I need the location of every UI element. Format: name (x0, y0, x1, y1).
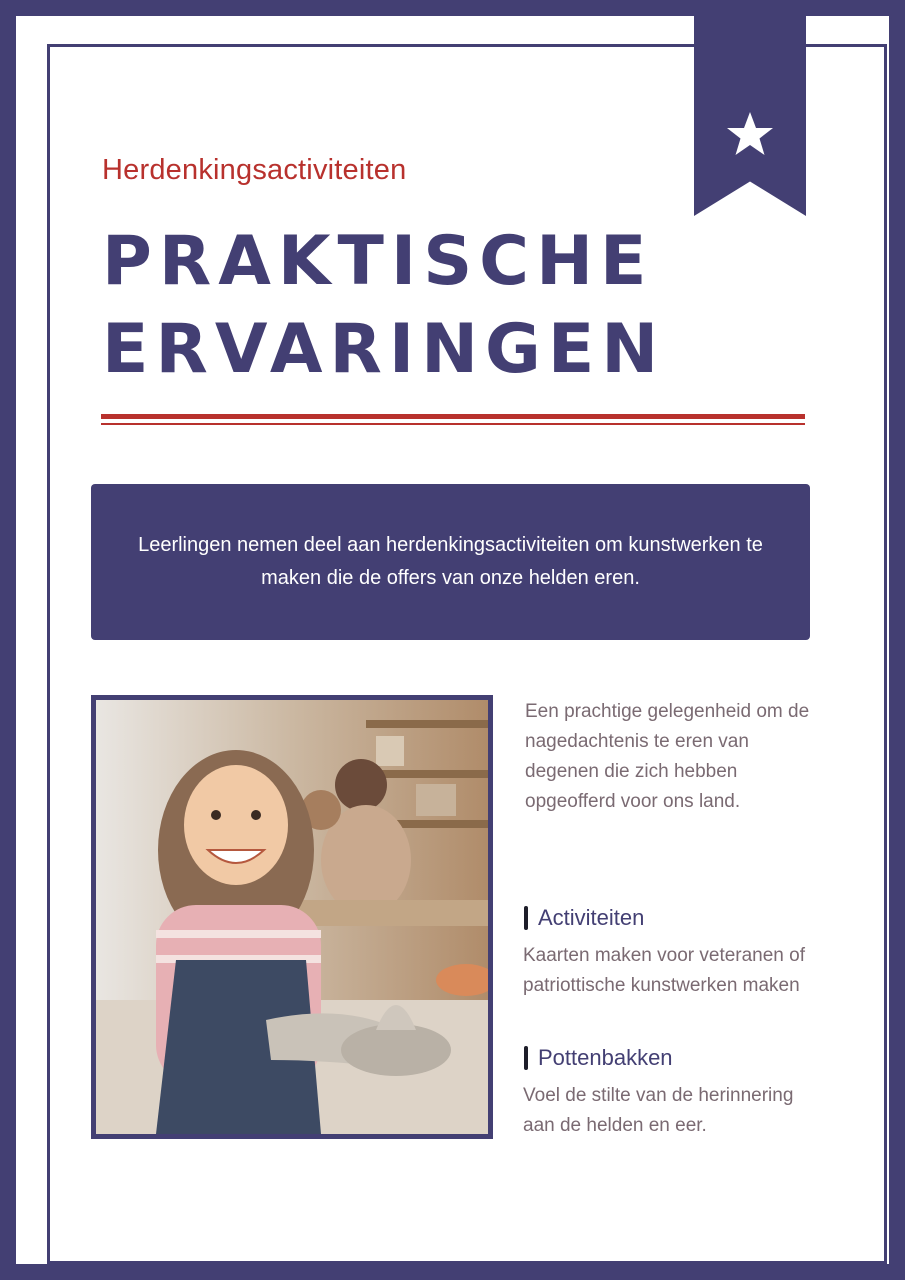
intro-text: Een prachtige gelegenheid om de nagedachtenis te eren van degenen die zich hebben opgeofferd voor ons land. (525, 701, 810, 812)
divider-thin (101, 423, 805, 425)
section-kicker: Herdenkingsactiviteiten (102, 154, 407, 186)
activities-title: Activiteiten (538, 905, 645, 930)
heading-bar (524, 906, 528, 930)
title-line-2: ERVARINGEN (102, 310, 666, 389)
banner-text: Leerlingen nemen deel aan herdenkingsactiviteiten om kunstwerken te maken die de offers van onze helden eren. (138, 534, 763, 589)
title-line-1: PRAKTISCHE (102, 222, 654, 301)
star-icon (725, 110, 775, 158)
pottery-girl-image (96, 700, 488, 1134)
divider-thick (101, 414, 805, 419)
pottery-title: Pottenbakken (538, 1045, 673, 1070)
activities-heading (524, 905, 644, 931)
page-title (102, 218, 665, 394)
pottery-text: Voel de stilte van de herinnering aan de helden en eer. (523, 1085, 794, 1136)
heading-bar (524, 1046, 528, 1070)
activity-photo (91, 695, 493, 1139)
pottery-heading (524, 1045, 673, 1071)
intro-banner (91, 484, 810, 640)
activities-text: Kaarten maken voor veteranen of patriottische kunstwerken maken (523, 945, 806, 996)
